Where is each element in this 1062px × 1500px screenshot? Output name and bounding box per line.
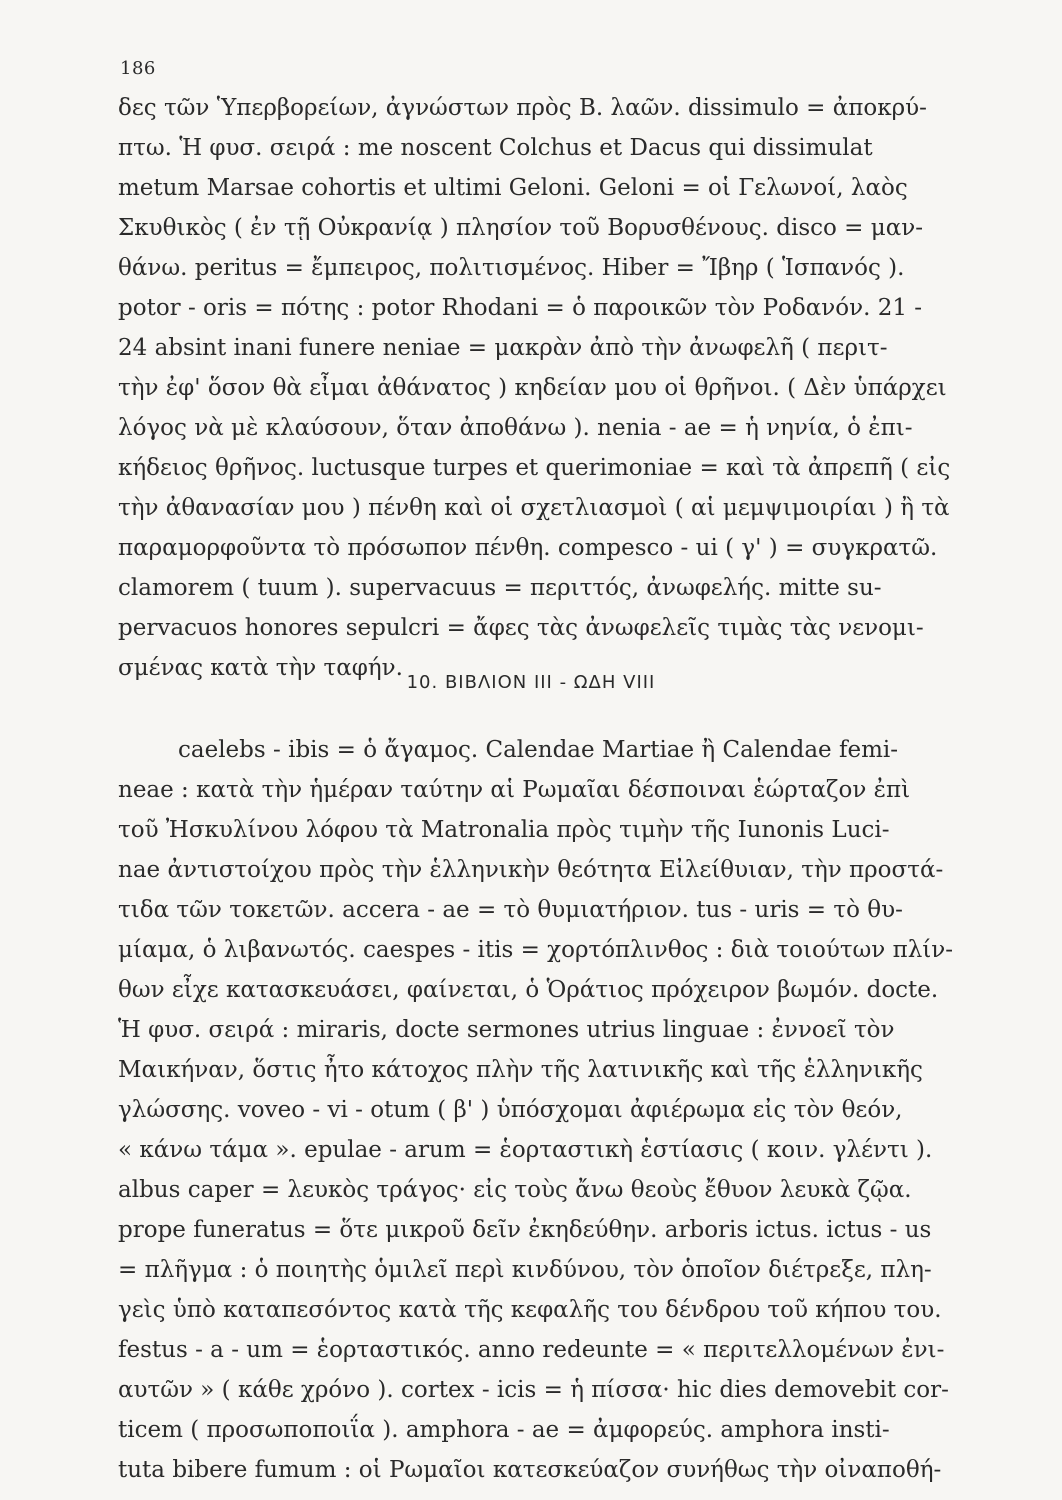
text-line: τὴν ἀθανασίαν μου ) πένθη καὶ οἱ σχετλιασμοὶ ( αἱ μεμψιμοιρίαι ) ἢ τὰ bbox=[118, 495, 950, 521]
text-line: τιδα τῶν τοκετῶν. accera - ae = τὸ θυμιατήριον. tus - uris = τὸ θυ- bbox=[118, 897, 903, 923]
text-line: Ἡ φυσ. σειρά : miraris, docte sermones utrius linguae : ἐννοεῖ τὸν bbox=[118, 1017, 895, 1043]
text-line: ticem ( προσωποποιΐα ). amphora - ae = ἀμφορεύς. amphora insti- bbox=[118, 1417, 890, 1443]
text-line: δες τῶν Ὑπερβορείων, ἀγνώστων πρὸς Β. λαῶν. dissimulo = ἀποκρύ- bbox=[118, 95, 927, 121]
text-line: tuta bibere fumum : οἱ Ρωμαῖοι κατεσκεύαζον συνήθως τὴν οἰναποθή- bbox=[118, 1457, 942, 1483]
text-line: 24 absint inani funere neniae = μακρὰν ἀπὸ τὴν ἀνωφελῆ ( περιτ- bbox=[118, 335, 888, 361]
text-line: αυτῶν » ( κάθε χρόνο ). cortex - icis = ἡ πίσσα· hic dies demovebit cor- bbox=[118, 1377, 949, 1403]
text-line: caelebs - ibis = ὁ ἄγαμος. Calendae Martiae ἢ Calendae femi- bbox=[178, 737, 899, 763]
text-line: θάνω. peritus = ἔμπειρος, πολιτισμένος. Hiber = Ἴβηρ ( Ἱσπανός ). bbox=[118, 255, 905, 281]
text-line: pervacuos honores sepulcri = ἄφες τὰς ἀνωφελεῖς τιμὰς τὰς νενομι- bbox=[118, 615, 924, 641]
text-line: clamorem ( tuum ). supervacuus = περιττός, ἀνωφελής. mitte su- bbox=[118, 575, 882, 601]
text-line: τοῦ Ἠσκυλίνου λόφου τὰ Matronalia πρὸς τιμὴν τῆς Iunonis Luci- bbox=[118, 817, 890, 843]
text-line: λόγος νὰ μὲ κλαύσουν, ὅταν ἀποθάνω ). nenia - ae = ἡ νηνία, ὁ ἐπι- bbox=[118, 415, 913, 441]
text-line: « κάνω τάμα ». epulae - arum = ἑορταστικὴ ἑστίασις ( κοιν. γλέντι ). bbox=[118, 1137, 933, 1163]
section-heading: 10. ΒΙΒΛΙΟΝ III - ΩΔΗ VIII bbox=[406, 672, 656, 693]
text-line: nae ἀντιστοίχου πρὸς τὴν ἑλληνικὴν θεότητα Εἰλείθυιαν, τὴν προστά- bbox=[118, 857, 944, 883]
text-line: Σκυθικὸς ( ἐν τῇ Οὐκρανίᾳ ) πλησίον τοῦ Βορυσθένους. disco = μαν- bbox=[118, 215, 923, 241]
text-line: albus caper = λευκὸς τράγος· εἰς τοὺς ἄνω θεοὺς ἔθυον λευκὰ ζῷα. bbox=[118, 1177, 912, 1203]
text-line: σμένας κατὰ τὴν ταφήν. bbox=[118, 655, 403, 681]
text-line: τὴν ἐφ' ὅσον θὰ εἶμαι ἀθάνατος ) κηδείαν μου οἱ θρῆνοι. ( Δὲν ὑπάρχει bbox=[118, 375, 947, 401]
text-line: Μαικήναν, ὅστις ἦτο κάτοχος πλὴν τῆς λατινικῆς καὶ τῆς ἑλληνικῆς bbox=[118, 1057, 923, 1083]
text-line: μίαμα, ὁ λιβανωτός. caespes - itis = χορτόπλινθος : διὰ τοιούτων πλίν- bbox=[118, 937, 954, 963]
text-line: κήδειος θρῆνος. luctusque turpes et querimoniae = καὶ τὰ ἀπρεπῆ ( εἰς bbox=[118, 455, 951, 481]
text-line: γεὶς ὑπὸ καταπεσόντος κατὰ τῆς κεφαλῆς του δένδρου τοῦ κήπου του. bbox=[118, 1297, 942, 1323]
text-line: metum Marsae cohortis et ultimi Geloni. Geloni = οἱ Γελωνοί, λαὸς bbox=[118, 175, 908, 201]
text-line: prope funeratus = ὅτε μικροῦ δεῖν ἐκηδεύθην. arboris ictus. ictus - us bbox=[118, 1217, 932, 1243]
text-line: παραμορφοῦντα τὸ πρόσωπον πένθη. compesco - ui ( γ' ) = συγκρατῶ. bbox=[118, 535, 938, 561]
text-line: = πλῆγμα : ὁ ποιητὴς ὁμιλεῖ περὶ κινδύνου, τὸν ὁποῖον διέτρεξε, πλη- bbox=[118, 1257, 932, 1283]
text-line: γλώσσης. voveo - vi - otum ( β' ) ὑπόσχομαι ἀφιέρωμα εἰς τὸν θεόν, bbox=[118, 1097, 903, 1123]
commentary-block-top bbox=[118, 88, 980, 688]
text-line: potor - oris = πότης : potor Rhodani = ὁ παροικῶν τὸν Ροδανόν. 21 - bbox=[118, 295, 923, 321]
text-line: neae : κατὰ τὴν ἡμέραν ταύτην αἱ Ρωμαῖαι δέσποιναι ἑώρταζον ἐπὶ bbox=[118, 777, 911, 803]
text-line: θων εἶχε κατασκευάσει, φαίνεται, ὁ Ὁράτιος πρόχειρον βωμόν. docte. bbox=[118, 977, 939, 1003]
page-number: 186 bbox=[120, 58, 156, 79]
commentary-block-bottom bbox=[118, 730, 980, 1490]
text-line: festus - a - um = ἑορταστικός. anno redeunte = « περιτελλομένων ἐνι- bbox=[118, 1337, 945, 1363]
text-line: πτω. Ἡ φυσ. σειρά : me noscent Colchus et Dacus qui dissimulat bbox=[118, 135, 873, 161]
